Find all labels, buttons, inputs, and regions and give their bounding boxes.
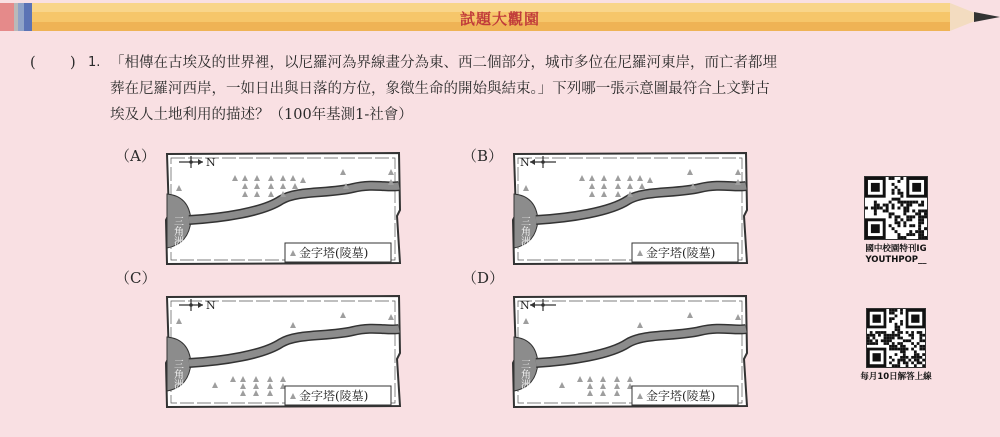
- compass-label: N: [520, 299, 530, 312]
- qr-module: [900, 345, 903, 348]
- qr-module: [918, 209, 921, 212]
- qr-module: [911, 334, 914, 337]
- qr-module: [921, 221, 924, 224]
- qr-module: [886, 342, 889, 345]
- qr-module: [897, 224, 900, 227]
- option-map-d[interactable]: [510, 293, 750, 410]
- qr-module: [918, 236, 921, 239]
- qr-module: [897, 215, 900, 218]
- qr-module: [889, 361, 892, 364]
- qr-module: [897, 201, 900, 204]
- qr-module: [917, 356, 920, 359]
- qr-module: [889, 345, 892, 348]
- qr-module: [919, 334, 922, 337]
- qr-module: [915, 230, 918, 233]
- qr-module: [908, 334, 911, 337]
- qr-module: [892, 342, 895, 345]
- qr-module: [874, 212, 877, 215]
- qr-module: [914, 350, 917, 353]
- qr-module: [889, 224, 892, 227]
- qr-module: [897, 361, 900, 364]
- qr-module: [892, 312, 895, 315]
- qr-module: [878, 331, 881, 334]
- qr-module: [900, 309, 903, 312]
- option-map-b[interactable]: [510, 150, 750, 267]
- qr-module: [918, 227, 921, 230]
- qr-module: [903, 339, 906, 342]
- qr-module: [903, 209, 906, 212]
- delta-label: 三角洲: [171, 216, 183, 246]
- qr-module: [895, 345, 898, 348]
- qr-module: [924, 227, 927, 230]
- qr-module: [892, 364, 895, 367]
- qr-module: [889, 339, 892, 342]
- qr-module: [918, 230, 921, 233]
- qr-finder-core: [912, 183, 921, 192]
- qr-caption: YOUTHPOP__: [865, 255, 927, 265]
- qr-caption: 每月10日解答上線: [860, 372, 932, 382]
- qr-module: [900, 236, 903, 239]
- qr-module: [895, 328, 898, 331]
- qr-module: [875, 339, 878, 342]
- qr-module: [886, 207, 889, 210]
- qr-module: [870, 339, 873, 342]
- qr-module: [919, 348, 922, 351]
- qr-module: [895, 326, 898, 329]
- qr-module: [900, 359, 903, 362]
- qr-module: [912, 201, 915, 204]
- qr-module: [892, 177, 895, 180]
- qr-module: [895, 323, 898, 326]
- qr-module: [922, 353, 925, 356]
- qr-module: [889, 334, 892, 337]
- qr-module: [921, 218, 924, 221]
- qr-module: [895, 315, 898, 318]
- qr-module: [909, 233, 912, 236]
- qr-module: [865, 207, 868, 210]
- compass-label: N: [520, 156, 530, 169]
- qr-module: [867, 334, 870, 337]
- qr-module: [897, 180, 900, 183]
- option-label-d: （D）: [462, 269, 505, 287]
- option-map-a[interactable]: [163, 150, 403, 267]
- qr-module: [917, 342, 920, 345]
- qr-module: [903, 345, 906, 348]
- qr-module: [903, 212, 906, 215]
- qr-module: [903, 221, 906, 224]
- qr-module: [900, 350, 903, 353]
- qr-module: [867, 337, 870, 340]
- qr-module: [895, 221, 898, 224]
- qr-module: [922, 364, 925, 367]
- qr-module: [892, 212, 895, 215]
- qr-module: [924, 236, 927, 239]
- qr-module: [883, 204, 886, 207]
- qr-module: [892, 331, 895, 334]
- qr-module: [875, 342, 878, 345]
- qr-module: [903, 236, 906, 239]
- qr-module: [919, 361, 922, 364]
- qr-module: [903, 350, 906, 353]
- qr-module: [871, 207, 874, 210]
- qr-module: [906, 204, 909, 207]
- qr-module: [892, 345, 895, 348]
- qr-module: [867, 342, 870, 345]
- qr-module: [909, 204, 912, 207]
- qr-module: [897, 337, 900, 340]
- option-map-c[interactable]: [163, 293, 403, 410]
- qr-module: [900, 195, 903, 198]
- qr-module: [880, 207, 883, 210]
- qr-module: [906, 361, 909, 364]
- qr-module: [873, 342, 876, 345]
- qr-module: [908, 359, 911, 362]
- qr-block-answers: [856, 308, 936, 383]
- qr-module: [919, 337, 922, 340]
- qr-module: [889, 309, 892, 312]
- qr-module: [906, 215, 909, 218]
- qr-module: [924, 212, 927, 215]
- qr-module: [906, 207, 909, 210]
- qr-module: [897, 192, 900, 195]
- qr-module: [889, 320, 892, 323]
- qr-module: [873, 334, 876, 337]
- qr-finder-core: [911, 315, 919, 323]
- qr-module: [895, 186, 898, 189]
- qr-module: [922, 345, 925, 348]
- qr-code-icon[interactable]: [864, 176, 928, 240]
- qr-module: [921, 215, 924, 218]
- qr-module: [919, 356, 922, 359]
- qr-module: [884, 334, 887, 337]
- qr-module: [897, 236, 900, 239]
- qr-module: [897, 233, 900, 236]
- qr-module: [918, 224, 921, 227]
- qr-module: [911, 348, 914, 351]
- qr-module: [897, 221, 900, 224]
- qr-module: [922, 339, 925, 342]
- qr-module: [870, 334, 873, 337]
- qr-module: [889, 356, 892, 359]
- qr-module: [867, 339, 870, 342]
- qr-module: [900, 348, 903, 351]
- qr-module: [906, 339, 909, 342]
- qr-module: [903, 224, 906, 227]
- qr-module: [873, 337, 876, 340]
- qr-caption: 國中校園特刊IG: [865, 244, 927, 254]
- option-label-a: （A）: [115, 147, 156, 165]
- qr-module: [897, 348, 900, 351]
- qr-module: [892, 317, 895, 320]
- qr-module: [874, 209, 877, 212]
- qr-module: [917, 331, 920, 334]
- qr-module: [892, 183, 895, 186]
- qr-module: [914, 345, 917, 348]
- qr-module: [914, 364, 917, 367]
- qr-module: [921, 236, 924, 239]
- qr-module: [911, 331, 914, 334]
- option-label-b: （B）: [462, 147, 504, 165]
- qr-module: [906, 348, 909, 351]
- delta-label: 三角洲: [171, 359, 183, 389]
- qr-module: [921, 230, 924, 233]
- qr-module: [889, 317, 892, 320]
- qr-module: [870, 342, 873, 345]
- qr-module: [912, 209, 915, 212]
- qr-module: [878, 334, 881, 337]
- question-text: [110, 50, 980, 128]
- qr-module: [903, 353, 906, 356]
- qr-module: [900, 320, 903, 323]
- qr-module: [892, 189, 895, 192]
- qr-module: [886, 337, 889, 340]
- question-line: 葬在尼羅河西岸，一如日出與日落的方位，象徵生命的開始與結束。」下列哪一張示意圖最符合上文對古: [110, 81, 770, 97]
- qr-module: [917, 353, 920, 356]
- qr-module: [909, 224, 912, 227]
- qr-module: [895, 230, 898, 233]
- qr-module: [906, 356, 909, 359]
- qr-module: [911, 356, 914, 359]
- qr-module: [892, 192, 895, 195]
- qr-module: [900, 337, 903, 340]
- qr-module: [884, 339, 887, 342]
- qr-module: [911, 337, 914, 340]
- qr-module: [906, 331, 909, 334]
- qr-module: [918, 204, 921, 207]
- qr-module: [892, 198, 895, 201]
- qr-module: [892, 204, 895, 207]
- qr-module: [914, 353, 917, 356]
- qr-module: [900, 201, 903, 204]
- qr-module: [906, 218, 909, 221]
- qr-module: [912, 215, 915, 218]
- qr-module: [922, 334, 925, 337]
- qr-module: [919, 339, 922, 342]
- qr-module: [897, 331, 900, 334]
- qr-module: [919, 345, 922, 348]
- qr-module: [903, 356, 906, 359]
- question-line: 「相傳在古埃及的世界裡，以尼羅河為界線畫分為東、西二個部分，城市多位在尼羅河東岸，而亡者都埋: [110, 55, 777, 71]
- qr-finder-core: [873, 315, 881, 323]
- qr-module: [895, 218, 898, 221]
- qr-module: [924, 209, 927, 212]
- qr-module: [884, 342, 887, 345]
- qr-module: [917, 359, 920, 362]
- qr-module: [886, 339, 889, 342]
- qr-module: [900, 177, 903, 180]
- qr-module: [912, 233, 915, 236]
- qr-module: [900, 192, 903, 195]
- qr-module: [922, 359, 925, 362]
- legend-label: 金字塔(陵墓): [299, 246, 369, 260]
- qr-module: [906, 233, 909, 236]
- qr-module: [921, 209, 924, 212]
- qr-module: [915, 201, 918, 204]
- qr-module: [889, 337, 892, 340]
- qr-module: [892, 348, 895, 351]
- qr-module: [924, 215, 927, 218]
- qr-module: [884, 331, 887, 334]
- question-number: 1.: [88, 55, 101, 70]
- qr-module: [895, 309, 898, 312]
- qr-code-icon[interactable]: [866, 308, 926, 368]
- legend-label: 金字塔(陵墓): [646, 389, 716, 403]
- qr-module: [909, 218, 912, 221]
- qr-module: [918, 221, 921, 224]
- qr-module: [889, 312, 892, 315]
- qr-module: [886, 209, 889, 212]
- qr-module: [903, 348, 906, 351]
- qr-module: [884, 337, 887, 340]
- qr-module: [903, 361, 906, 364]
- qr-module: [919, 331, 922, 334]
- qr-module: [909, 215, 912, 218]
- qr-module: [881, 331, 884, 334]
- qr-module: [903, 201, 906, 204]
- legend-label: 金字塔(陵墓): [299, 389, 369, 403]
- qr-module: [918, 233, 921, 236]
- option-label-c: （C）: [115, 269, 157, 287]
- qr-module: [906, 201, 909, 204]
- qr-module: [892, 337, 895, 340]
- qr-module: [892, 334, 895, 337]
- qr-module: [895, 215, 898, 218]
- qr-module: [889, 212, 892, 215]
- qr-module: [914, 356, 917, 359]
- qr-module: [900, 331, 903, 334]
- qr-module: [877, 207, 880, 210]
- qr-module: [892, 359, 895, 362]
- qr-finder-core: [871, 183, 880, 192]
- qr-module: [915, 212, 918, 215]
- qr-module: [874, 204, 877, 207]
- qr-module: [921, 204, 924, 207]
- qr-module: [897, 326, 900, 329]
- qr-module: [903, 359, 906, 362]
- qr-module: [895, 364, 898, 367]
- qr-module: [906, 209, 909, 212]
- qr-block-ig: [856, 176, 936, 266]
- qr-module: [897, 328, 900, 331]
- delta-label: 三角洲: [518, 359, 530, 389]
- qr-module: [895, 348, 898, 351]
- qr-module: [886, 334, 889, 337]
- qr-module: [889, 201, 892, 204]
- qr-module: [900, 342, 903, 345]
- qr-module: [892, 207, 895, 210]
- qr-module: [900, 204, 903, 207]
- qr-module: [877, 204, 880, 207]
- qr-module: [922, 348, 925, 351]
- qr-module: [897, 189, 900, 192]
- legend-label: 金字塔(陵墓): [646, 246, 716, 260]
- qr-module: [883, 209, 886, 212]
- qr-finder-core: [871, 224, 880, 233]
- answer-paren-open: (: [30, 55, 36, 71]
- qr-module: [912, 224, 915, 227]
- qr-module: [909, 201, 912, 204]
- qr-module: [889, 215, 892, 218]
- qr-module: [908, 339, 911, 342]
- qr-module: [914, 359, 917, 362]
- qr-module: [897, 198, 900, 201]
- qr-module: [897, 334, 900, 337]
- qr-module: [892, 227, 895, 230]
- qr-module: [870, 331, 873, 334]
- qr-module: [889, 348, 892, 351]
- qr-module: [900, 218, 903, 221]
- qr-finder-core: [873, 353, 881, 361]
- qr-module: [875, 331, 878, 334]
- answer-paren-close: ): [70, 55, 76, 71]
- qr-module: [881, 339, 884, 342]
- qr-module: [921, 233, 924, 236]
- qr-module: [900, 356, 903, 359]
- qr-module: [897, 342, 900, 345]
- qr-module: [918, 212, 921, 215]
- compass-label: N: [206, 299, 216, 312]
- qr-module: [903, 207, 906, 210]
- qr-module: [911, 361, 914, 364]
- compass-label: N: [206, 156, 216, 169]
- qr-module: [897, 364, 900, 367]
- qr-module: [874, 201, 877, 204]
- qr-module: [889, 177, 892, 180]
- question-line: 埃及人土地利用的描述？（100年基測1-社會）: [110, 107, 413, 123]
- qr-module: [918, 218, 921, 221]
- qr-module: [897, 207, 900, 210]
- qr-module: [921, 201, 924, 204]
- qr-module: [909, 230, 912, 233]
- qr-module: [911, 342, 914, 345]
- delta-label: 三角洲: [518, 216, 530, 246]
- qr-module: [895, 353, 898, 356]
- qr-module: [886, 204, 889, 207]
- qr-module: [917, 361, 920, 364]
- qr-module: [895, 198, 898, 201]
- qr-module: [900, 312, 903, 315]
- qr-module: [897, 359, 900, 362]
- qr-module: [918, 215, 921, 218]
- qr-module: [892, 309, 895, 312]
- qr-module: [900, 323, 903, 326]
- qr-module: [895, 334, 898, 337]
- qr-module: [874, 207, 877, 210]
- page-title: 試題大觀園: [459, 10, 540, 28]
- qr-module: [906, 364, 909, 367]
